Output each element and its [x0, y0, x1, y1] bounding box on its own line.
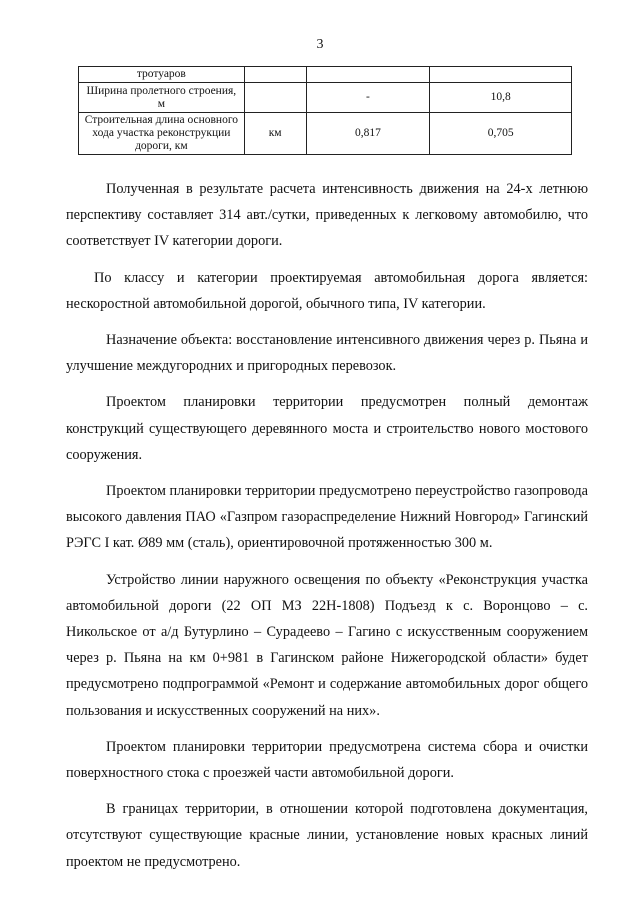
paragraph: Проектом планировки территории предусмотрена система сбора и очистки поверхностного стока с проезжей части автомобильной дороги. [66, 738, 588, 782]
table-row [79, 113, 572, 155]
unit-cell [244, 67, 306, 83]
page-number: 3 [316, 37, 324, 52]
param-cell: Ширина пролетного строения, м [79, 83, 245, 113]
table-row [79, 67, 572, 83]
paragraph: По классу и категории проектируемая автомобильная дорога является: нескоростной автомобильной дорогой, обычного типа, IV категории. [66, 269, 588, 312]
document-body [66, 176, 588, 875]
paragraph: Проектом планировки территории предусмотрен полный демонтаж конструкций существующего деревянного моста и строительство нового мостового сооружения. [66, 394, 588, 463]
parameters-table [78, 66, 572, 155]
paragraph: Полученная в результате расчета интенсивность движения на 24-х летнюю перспективу составляет 314 авт./сутки, приведенных к легковому автомобилю, что соответствует IV категории дороги. [66, 181, 588, 250]
value-cell-2: 0,705 [430, 113, 572, 155]
value-cell-1: 0,817 [306, 113, 430, 155]
value-cell-2 [430, 67, 572, 83]
value-cell-1: - [306, 83, 430, 113]
paragraph: Устройство линии наружного освещения по объекту «Реконструкция участка автомобильной дороги (22 ОП МЗ 22Н-1808) Подъезд к с. Воронцово – с. Никольское от а/д Бутурлино – Сурадеево – Гагино с искусственным сооружением через р. Пьяна на км 0+981 в Гагинском районе Нижегородской области» будет предусмотрено подпрограммой «Ремонт и содержание автомобильных дорог общего пользования и искусственных сооружений на них». [66, 571, 588, 719]
paragraph: Проектом планировки территории предусмотрено переустройство газопровода высокого давления ПАО «Газпром газораспределение Нижний Новгород» Гагинский РЭГС I кат. Ø89 мм (сталь), ориентировочной протяженностью 300 м. [66, 483, 588, 552]
table-row [79, 83, 572, 113]
paragraph: В границах территории, в отношении которой подготовлена документация, отсутствуют существующие красные линии, установление новых красных линий проектом не предусмотрено. [66, 801, 588, 870]
param-cell: Строительная длина основного хода участка реконструкции дороги, км [79, 113, 245, 155]
param-cell: тротуаров [79, 67, 245, 83]
value-cell-1 [306, 67, 430, 83]
value-cell-2: 10,8 [430, 83, 572, 113]
unit-cell: км [244, 113, 306, 155]
unit-cell [244, 83, 306, 113]
paragraph: Назначение объекта: восстановление интенсивного движения через р. Пьяна и улучшение междугородних и пригородных перевозок. [66, 332, 588, 375]
